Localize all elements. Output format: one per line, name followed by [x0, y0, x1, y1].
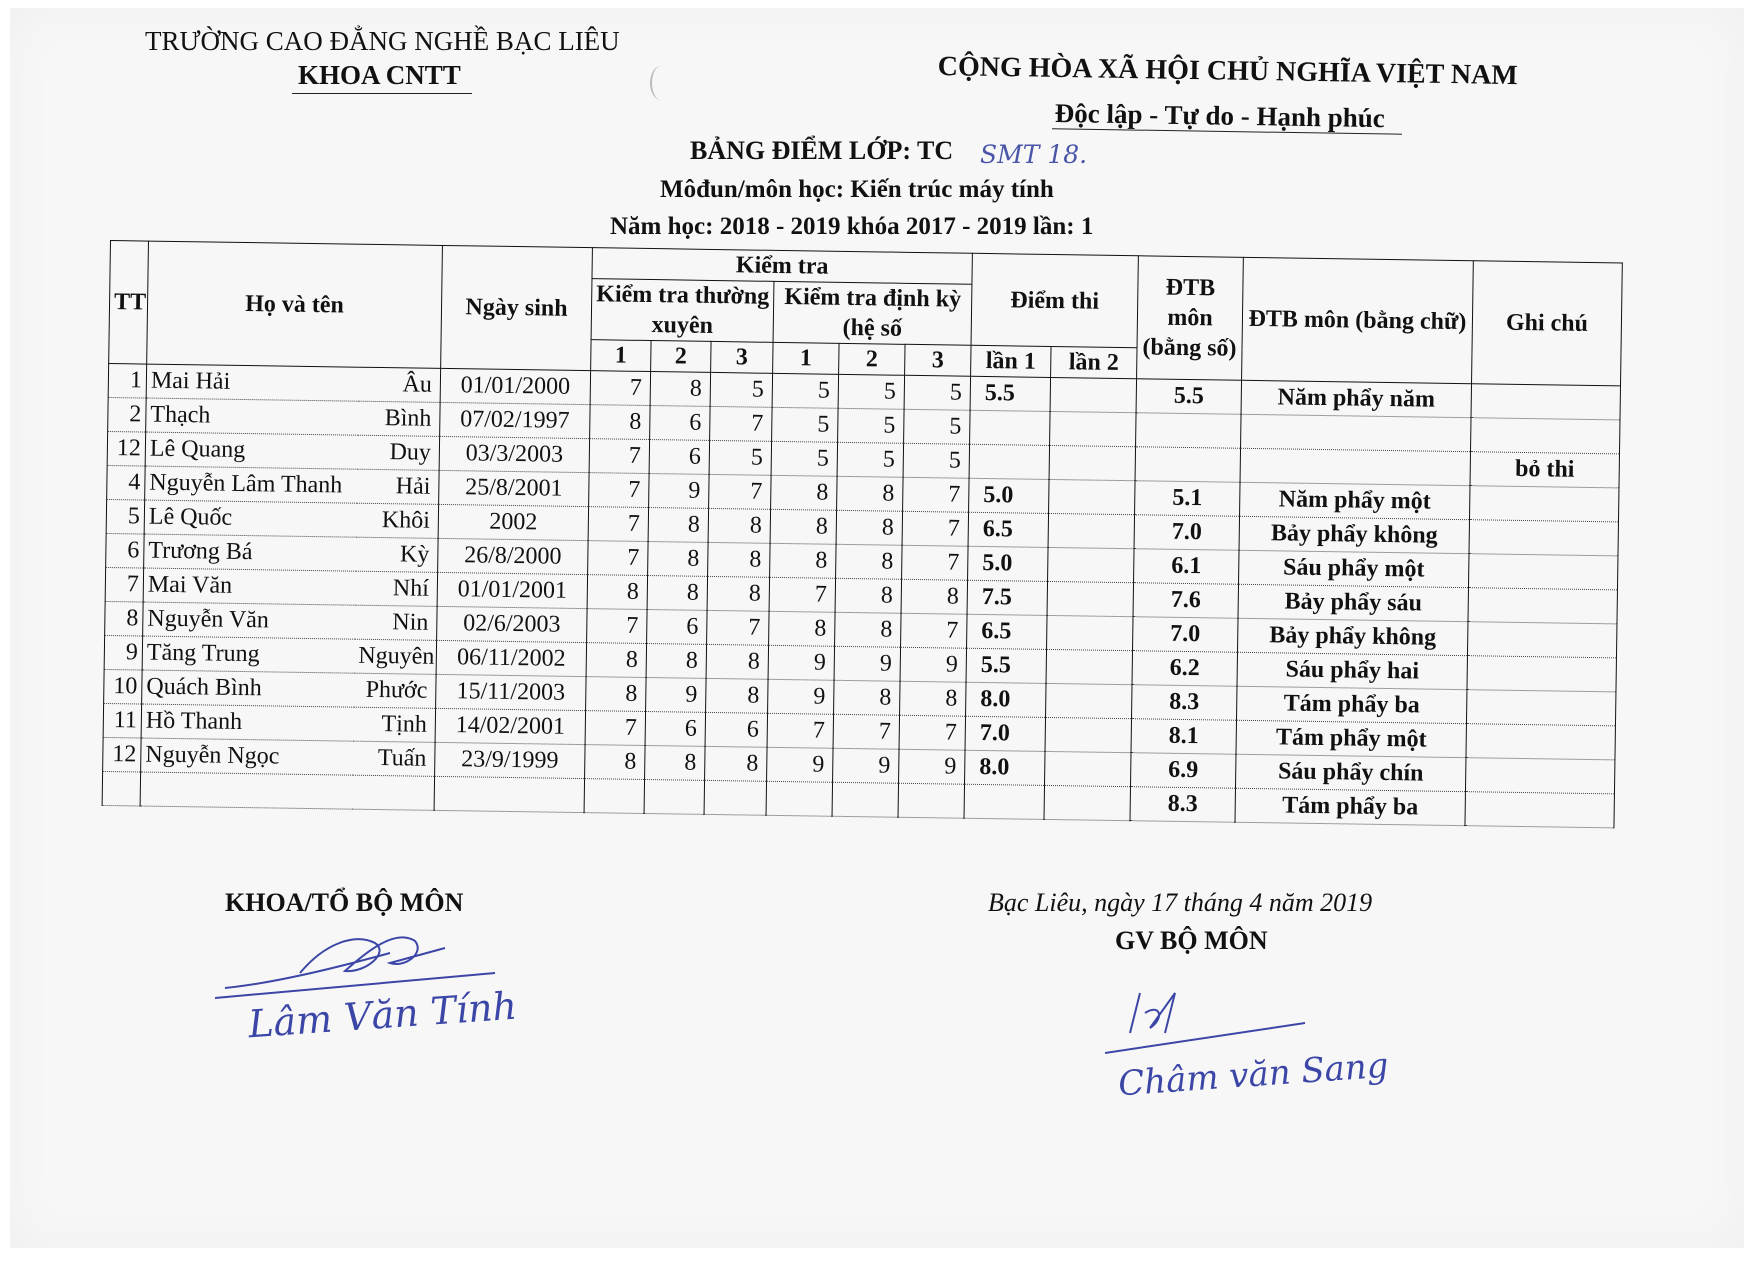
- average-words: Sáu phẩy chín: [1236, 754, 1466, 791]
- average-number: 5.1: [1135, 481, 1240, 517]
- note-cell: [1465, 792, 1614, 828]
- note-cell: [1468, 588, 1617, 624]
- exam-score-2: [1045, 717, 1131, 752]
- regular-score-1: 7: [588, 541, 648, 576]
- regular-score-2: 8: [648, 542, 708, 577]
- average-words: Sáu phẩy một: [1239, 550, 1469, 587]
- student-first-name: Hồ Thanh: [141, 704, 353, 741]
- col-regular: Kiểm tra thường xuyên: [591, 279, 774, 343]
- birth-date: 23/9/1999: [435, 742, 585, 778]
- regular-score-1: 8: [586, 677, 646, 712]
- col-periodic-3: 3: [905, 344, 971, 376]
- regular-score-1: 7: [590, 371, 650, 406]
- regular-score-1: 8: [586, 643, 646, 678]
- average-number: 7.6: [1133, 583, 1238, 619]
- note-cell: [1466, 724, 1615, 760]
- grade-table-wrapper: [102, 240, 1622, 828]
- birth-date: 15/11/2003: [436, 674, 586, 710]
- empty-cell: [1044, 785, 1130, 820]
- department-underline: [292, 93, 472, 94]
- exam-score-1: 8.0: [965, 750, 1045, 785]
- regular-score-3: 8: [707, 576, 769, 611]
- row-number: 8: [105, 601, 144, 636]
- national-motto: Độc lập - Tự do - Hạnh phúc: [1054, 98, 1386, 134]
- periodic-score-3: 7: [902, 511, 968, 546]
- student-first-name: Nguyễn Lâm Thanh: [145, 466, 357, 503]
- grade-table-body: [102, 363, 1620, 827]
- regular-score-1: 7: [588, 507, 648, 542]
- row-number: 1: [108, 363, 147, 398]
- exam-score-1: 5.0: [968, 546, 1048, 581]
- regular-score-1: 7: [589, 473, 649, 508]
- row-number: 2: [108, 397, 147, 432]
- student-first-name: Thạch: [146, 398, 358, 435]
- student-last-name: Kỳ: [356, 537, 439, 572]
- exam-score-1: 8.0: [966, 682, 1046, 717]
- document-page: [10, 8, 1744, 1248]
- regular-score-2: 6: [649, 440, 709, 475]
- periodic-score-3: 7: [903, 477, 969, 512]
- average-number: [1135, 447, 1240, 483]
- average-number: 6.1: [1134, 549, 1239, 585]
- exam-score-1: 5.5: [970, 376, 1050, 411]
- place-and-date: Bạc Liêu, ngày 17 tháng 4 năm 2019: [988, 888, 1373, 917]
- average-words: Năm phẩy một: [1240, 482, 1470, 519]
- periodic-score-2: 9: [834, 646, 900, 681]
- exam-score-1: [969, 444, 1049, 479]
- exam-score-2: [1050, 377, 1136, 412]
- col-check: Kiểm tra: [592, 248, 972, 285]
- punch-hole-mark: [650, 66, 672, 100]
- birth-date: 06/11/2002: [436, 640, 586, 676]
- exam-score-2: [1047, 615, 1133, 650]
- periodic-score-1: 9: [768, 645, 834, 680]
- regular-score-1: 8: [590, 405, 650, 440]
- class-code-handwritten: SMT 18.: [980, 140, 1088, 169]
- student-last-name: Khôi: [356, 503, 439, 538]
- col-exam: Điểm thi: [971, 253, 1138, 347]
- regular-score-2: 8: [650, 372, 710, 407]
- col-periodic-2: 2: [839, 343, 905, 375]
- empty-cell: [832, 782, 898, 817]
- note-cell: [1467, 656, 1616, 692]
- department-signer-name: Lâm Văn Tính: [246, 983, 519, 1047]
- average-words: Tám phẩy một: [1236, 720, 1466, 757]
- average-words: Bảy phẩy không: [1239, 516, 1469, 553]
- student-first-name: Lê Quốc: [144, 500, 356, 537]
- student-first-name: Quách Bình: [142, 670, 354, 707]
- exam-score-1: 5.5: [966, 648, 1046, 683]
- sheet-title: BẢNG ĐIỂM LỚP: TC: [690, 136, 954, 165]
- average-words: Sáu phẩy hai: [1237, 652, 1467, 689]
- birth-date: 14/02/2001: [435, 708, 585, 744]
- row-number: 11: [103, 703, 142, 738]
- note-cell: bỏ thi: [1470, 452, 1619, 488]
- note-cell: [1466, 690, 1615, 726]
- average-words: Bảy phẩy không: [1238, 618, 1468, 655]
- student-last-name: Nin: [355, 605, 438, 640]
- row-number: 4: [107, 465, 146, 500]
- row-number: 12: [103, 737, 142, 772]
- regular-score-2: 9: [649, 474, 709, 509]
- average-number: 7.0: [1134, 515, 1239, 551]
- periodic-score-2: 7: [833, 714, 899, 749]
- note-cell: [1471, 418, 1620, 454]
- periodic-score-3: 5: [904, 375, 970, 410]
- row-number: 5: [106, 499, 145, 534]
- periodic-score-2: 8: [835, 612, 901, 647]
- subject-line: Môđun/môn học: Kiến trúc máy tính: [660, 176, 1054, 203]
- student-last-name: Nguyên: [354, 639, 437, 674]
- periodic-score-2: 8: [834, 680, 900, 715]
- empty-cell: [140, 772, 352, 809]
- empty-cell: [102, 771, 141, 806]
- col-dtb-number: ĐTB môn (bằng số): [1137, 256, 1244, 381]
- student-last-name: Tuấn: [353, 741, 436, 776]
- exam-score-1: 7.0: [965, 716, 1045, 751]
- student-first-name: Lê Quang: [145, 432, 357, 469]
- regular-score-2: 6: [650, 406, 710, 441]
- note-cell: [1465, 758, 1614, 794]
- exam-score-2: [1045, 751, 1131, 786]
- exam-score-1: 6.5: [967, 614, 1047, 649]
- periodic-score-3: 7: [899, 715, 965, 750]
- average-number: 6.2: [1132, 651, 1237, 687]
- birth-date: 03/3/2003: [439, 436, 589, 472]
- exam-score-2: [1049, 445, 1135, 480]
- student-first-name: Nguyễn Văn: [143, 602, 355, 639]
- student-first-name: Trương Bá: [144, 534, 356, 571]
- average-number: [1136, 413, 1241, 449]
- student-last-name: Âu: [358, 367, 441, 402]
- exam-score-1: 7.5: [967, 580, 1047, 615]
- exam-score-2: [1046, 683, 1132, 718]
- row-number: 6: [106, 533, 145, 568]
- regular-score-1: 7: [589, 439, 649, 474]
- student-first-name: Nguyễn Ngọc: [141, 738, 353, 775]
- row-number: 7: [105, 567, 144, 602]
- regular-score-3: 7: [710, 406, 772, 441]
- average-words: Năm phẩy năm: [1241, 380, 1471, 417]
- periodic-score-3: 9: [900, 647, 966, 682]
- periodic-score-1: 8: [769, 611, 835, 646]
- periodic-score-1: 9: [768, 679, 834, 714]
- regular-score-3: 5: [709, 440, 771, 475]
- exam-score-2: [1050, 411, 1136, 446]
- average-number: 7.0: [1133, 617, 1238, 653]
- periodic-score-2: 8: [837, 476, 903, 511]
- col-exam-2: lần 2: [1051, 346, 1137, 378]
- periodic-score-2: 9: [833, 748, 899, 783]
- col-regular-3: 3: [711, 341, 773, 373]
- col-dob: Ngày sinh: [441, 245, 593, 370]
- student-last-name: Duy: [357, 435, 440, 470]
- average-number: 8.1: [1131, 719, 1236, 755]
- exam-score-2: [1048, 547, 1134, 582]
- regular-score-2: 8: [646, 644, 706, 679]
- regular-score-3: 5: [710, 372, 772, 407]
- student-last-name: Bình: [358, 401, 441, 436]
- regular-score-3: 8: [708, 542, 770, 577]
- exam-score-1: [970, 410, 1050, 445]
- empty-cell: [352, 775, 435, 810]
- average-number: 5.5: [1136, 379, 1241, 415]
- student-last-name: Nhí: [355, 571, 438, 606]
- regular-score-3: 8: [706, 644, 768, 679]
- regular-score-2: 8: [647, 576, 707, 611]
- exam-score-1: 5.0: [969, 478, 1049, 513]
- periodic-score-3: 5: [904, 409, 970, 444]
- col-periodic: Kiểm tra định kỳ (hệ số: [773, 281, 972, 345]
- teacher-signature-title: GV BỘ MÔN: [1115, 926, 1268, 955]
- student-first-name: Mai Văn: [143, 568, 355, 605]
- national-title: CỘNG HÒA XÃ HỘI CHỦ NGHĨA VIỆT NAM: [937, 51, 1518, 92]
- regular-score-3: 7: [707, 610, 769, 645]
- birth-date: 25/8/2001: [439, 470, 589, 506]
- empty-cell: [644, 779, 704, 814]
- regular-score-3: 8: [706, 678, 768, 713]
- periodic-score-1: 7: [767, 713, 833, 748]
- average-number: 8.3: [1130, 787, 1235, 823]
- regular-score-2: 6: [647, 610, 707, 645]
- average-number: 8.3: [1132, 685, 1237, 721]
- note-cell: [1467, 622, 1616, 658]
- regular-score-1: 7: [587, 609, 647, 644]
- regular-score-3: 8: [708, 508, 770, 543]
- year-line: Năm học: 2018 - 2019 khóa 2017 - 2019 lần: 1: [610, 213, 1094, 240]
- periodic-score-1: 5: [771, 441, 837, 476]
- regular-score-2: 6: [645, 711, 705, 746]
- exam-score-2: [1046, 649, 1132, 684]
- periodic-score-3: 5: [903, 443, 969, 478]
- note-cell: [1470, 486, 1619, 522]
- periodic-score-1: 8: [771, 475, 837, 510]
- col-periodic-1: 1: [773, 342, 839, 374]
- periodic-score-2: 8: [835, 578, 901, 613]
- regular-score-3: 8: [705, 746, 767, 781]
- average-words: Bảy phẩy sáu: [1238, 584, 1468, 621]
- student-last-name: Phước: [354, 673, 437, 708]
- birth-date: 02/6/2003: [437, 606, 587, 642]
- periodic-score-2: 5: [837, 442, 903, 477]
- birth-date: 26/8/2000: [438, 538, 588, 574]
- regular-score-1: 8: [585, 745, 645, 780]
- exam-score-1: 6.5: [968, 512, 1048, 547]
- empty-cell: [584, 779, 644, 814]
- student-last-name: Hải: [357, 469, 440, 504]
- student-first-name: Mai Hải: [146, 364, 358, 401]
- periodic-score-1: 7: [769, 577, 835, 612]
- periodic-score-1: 8: [770, 543, 836, 578]
- periodic-score-1: 9: [767, 747, 833, 782]
- birth-date: 01/01/2001: [437, 572, 587, 608]
- exam-score-2: [1049, 479, 1135, 514]
- col-dtb-words: ĐTB môn (bằng chữ): [1242, 257, 1474, 383]
- col-tt: TT: [109, 241, 149, 365]
- regular-score-1: 8: [587, 575, 647, 610]
- student-first-name: Tăng Trung: [142, 636, 354, 673]
- exam-score-2: [1048, 513, 1134, 548]
- periodic-score-1: 5: [772, 407, 838, 442]
- col-name: Họ và tên: [147, 241, 443, 368]
- birth-date: 07/02/1997: [440, 402, 590, 438]
- row-number: 10: [104, 669, 143, 704]
- birth-date: 2002: [438, 504, 588, 540]
- teacher-signer-name: Châm văn Sang: [1116, 1045, 1390, 1105]
- student-last-name: Tịnh: [353, 707, 436, 742]
- periodic-score-3: 7: [901, 613, 967, 648]
- school-name: TRƯỜNG CAO ĐẲNG NGHỀ BẠC LIÊU: [145, 26, 620, 56]
- regular-score-2: 8: [648, 508, 708, 543]
- regular-score-1: 7: [585, 711, 645, 746]
- empty-cell: [898, 783, 964, 818]
- col-regular-2: 2: [651, 341, 711, 373]
- row-number: 12: [107, 431, 146, 466]
- periodic-score-3: 8: [901, 579, 967, 614]
- periodic-score-3: 8: [900, 681, 966, 716]
- grade-table: [102, 240, 1623, 828]
- periodic-score-2: 5: [838, 408, 904, 443]
- average-words: [1240, 448, 1470, 485]
- periodic-score-3: 9: [899, 749, 965, 784]
- note-cell: [1469, 520, 1618, 556]
- department-signature-title: KHOA/TỔ BỘ MÔN: [225, 888, 464, 917]
- average-words: [1241, 414, 1471, 451]
- periodic-score-2: 8: [836, 510, 902, 545]
- empty-cell: [964, 784, 1044, 819]
- department-name: KHOA CNTT: [298, 60, 461, 90]
- empty-cell: [434, 776, 584, 812]
- average-number: 6.9: [1131, 753, 1236, 789]
- birth-date: 01/01/2000: [440, 368, 590, 404]
- regular-score-2: 9: [646, 678, 706, 713]
- row-number: 9: [104, 635, 143, 670]
- col-regular-1: 1: [591, 340, 651, 372]
- note-cell: [1471, 384, 1620, 420]
- col-note: Ghi chú: [1472, 261, 1623, 386]
- average-words: Tám phẩy ba: [1235, 788, 1465, 825]
- empty-cell: [766, 781, 832, 816]
- regular-score-3: 7: [709, 474, 771, 509]
- col-exam-1: lần 1: [971, 345, 1051, 377]
- periodic-score-3: 7: [902, 545, 968, 580]
- exam-score-2: [1047, 581, 1133, 616]
- regular-score-3: 6: [705, 712, 767, 747]
- note-cell: [1469, 554, 1618, 590]
- regular-score-2: 8: [645, 745, 705, 780]
- periodic-score-2: 5: [838, 374, 904, 409]
- empty-cell: [704, 780, 766, 815]
- periodic-score-1: 5: [772, 373, 838, 408]
- periodic-score-2: 8: [836, 544, 902, 579]
- average-words: Tám phẩy ba: [1237, 686, 1467, 723]
- periodic-score-1: 8: [770, 509, 836, 544]
